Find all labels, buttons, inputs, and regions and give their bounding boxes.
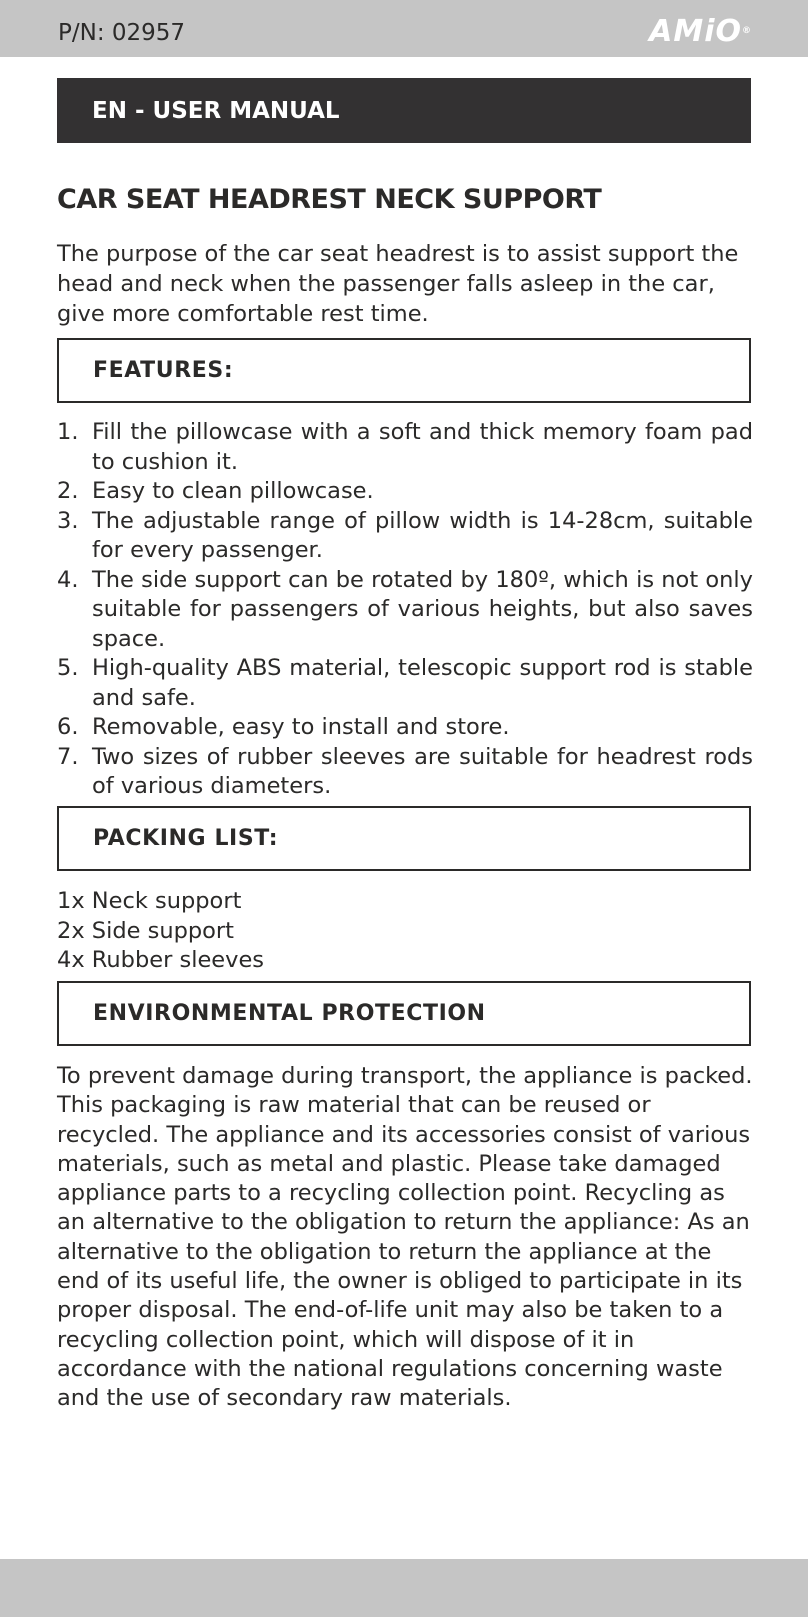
feature-number: 6. bbox=[57, 714, 79, 740]
feature-item bbox=[57, 418, 753, 477]
feature-item bbox=[57, 743, 753, 802]
feature-number: 1. bbox=[57, 419, 79, 445]
brand-logo bbox=[649, 14, 752, 49]
packing-item: 4x Rubber sleeves bbox=[57, 947, 265, 973]
feature-number: 7. bbox=[57, 743, 79, 770]
packing-item: 2x Side support bbox=[57, 917, 234, 944]
features-heading-box bbox=[57, 338, 751, 403]
intro-paragraph: The purpose of the car seat headrest is to assist support the head and neck when the passenger falls asleep in the car, give more comfortable rest time. bbox=[57, 241, 739, 327]
feature-text: Fill the pillowcase with a soft and thick memory foam pad to cushion it. bbox=[92, 419, 753, 475]
logo-text: AMiO bbox=[649, 14, 742, 49]
environment-heading-box bbox=[57, 981, 751, 1046]
page-title: CAR SEAT HEADREST NECK SUPPORT bbox=[57, 184, 602, 215]
registered-mark: ® bbox=[742, 26, 752, 36]
part-number: P/N: 02957 bbox=[58, 20, 186, 46]
feature-item bbox=[57, 713, 753, 743]
feature-number: 2. bbox=[57, 478, 79, 504]
feature-number: 4. bbox=[57, 566, 79, 593]
feature-item bbox=[57, 566, 753, 655]
footer-bar bbox=[0, 1559, 808, 1617]
features-heading: FEATURES: bbox=[93, 358, 234, 383]
packing-list bbox=[57, 887, 264, 976]
header-bar bbox=[0, 0, 808, 57]
environment-heading: ENVIRONMENTAL PROTECTION bbox=[93, 1001, 486, 1026]
banner-label: EN - USER MANUAL bbox=[92, 97, 340, 124]
feature-number: 3. bbox=[57, 507, 79, 534]
feature-text: The side support can be rotated by 180º, which is not only suitable for passengers of various heights, but also saves space. bbox=[92, 566, 753, 652]
feature-item bbox=[57, 477, 753, 507]
feature-text: High-quality ABS material, telescopic support rod is stable and safe. bbox=[92, 655, 753, 711]
packing-heading: PACKING LIST: bbox=[93, 826, 279, 851]
feature-number: 5. bbox=[57, 655, 79, 681]
environment-paragraph: To prevent damage during transport, the appliance is packed. This packaging is raw material that can be reused or recycled. The appliance and its accessories consist of various materials, such as metal and plastic. Please take damaged appliance parts to a recycling collection point. Recycling as an alternative to the obligation to return the appliance: As an alternative to the obligation to return the appliance at the end of its useful life, the owner is obliged to participate in its proper disposal. The end-of-life unit may also be taken to a recycling collection point, which will dispose of it in accordance with the national regulations concerning waste and the use of secondary raw materials. bbox=[57, 1063, 753, 1412]
feature-text: Easy to clean pillowcase. bbox=[92, 478, 374, 504]
packing-heading-box bbox=[57, 806, 751, 871]
feature-text: Two sizes of rubber sleeves are suitable for headrest rods of various diameters. bbox=[92, 743, 753, 799]
features-list bbox=[57, 418, 753, 802]
feature-text: Removable, easy to install and store. bbox=[92, 714, 510, 740]
manual-language-banner bbox=[57, 78, 751, 143]
feature-item bbox=[57, 507, 753, 566]
packing-item: 1x Neck support bbox=[57, 888, 242, 914]
feature-item bbox=[57, 654, 753, 713]
feature-text: The adjustable range of pillow width is 14-28cm, suitable for every passenger. bbox=[92, 507, 753, 563]
